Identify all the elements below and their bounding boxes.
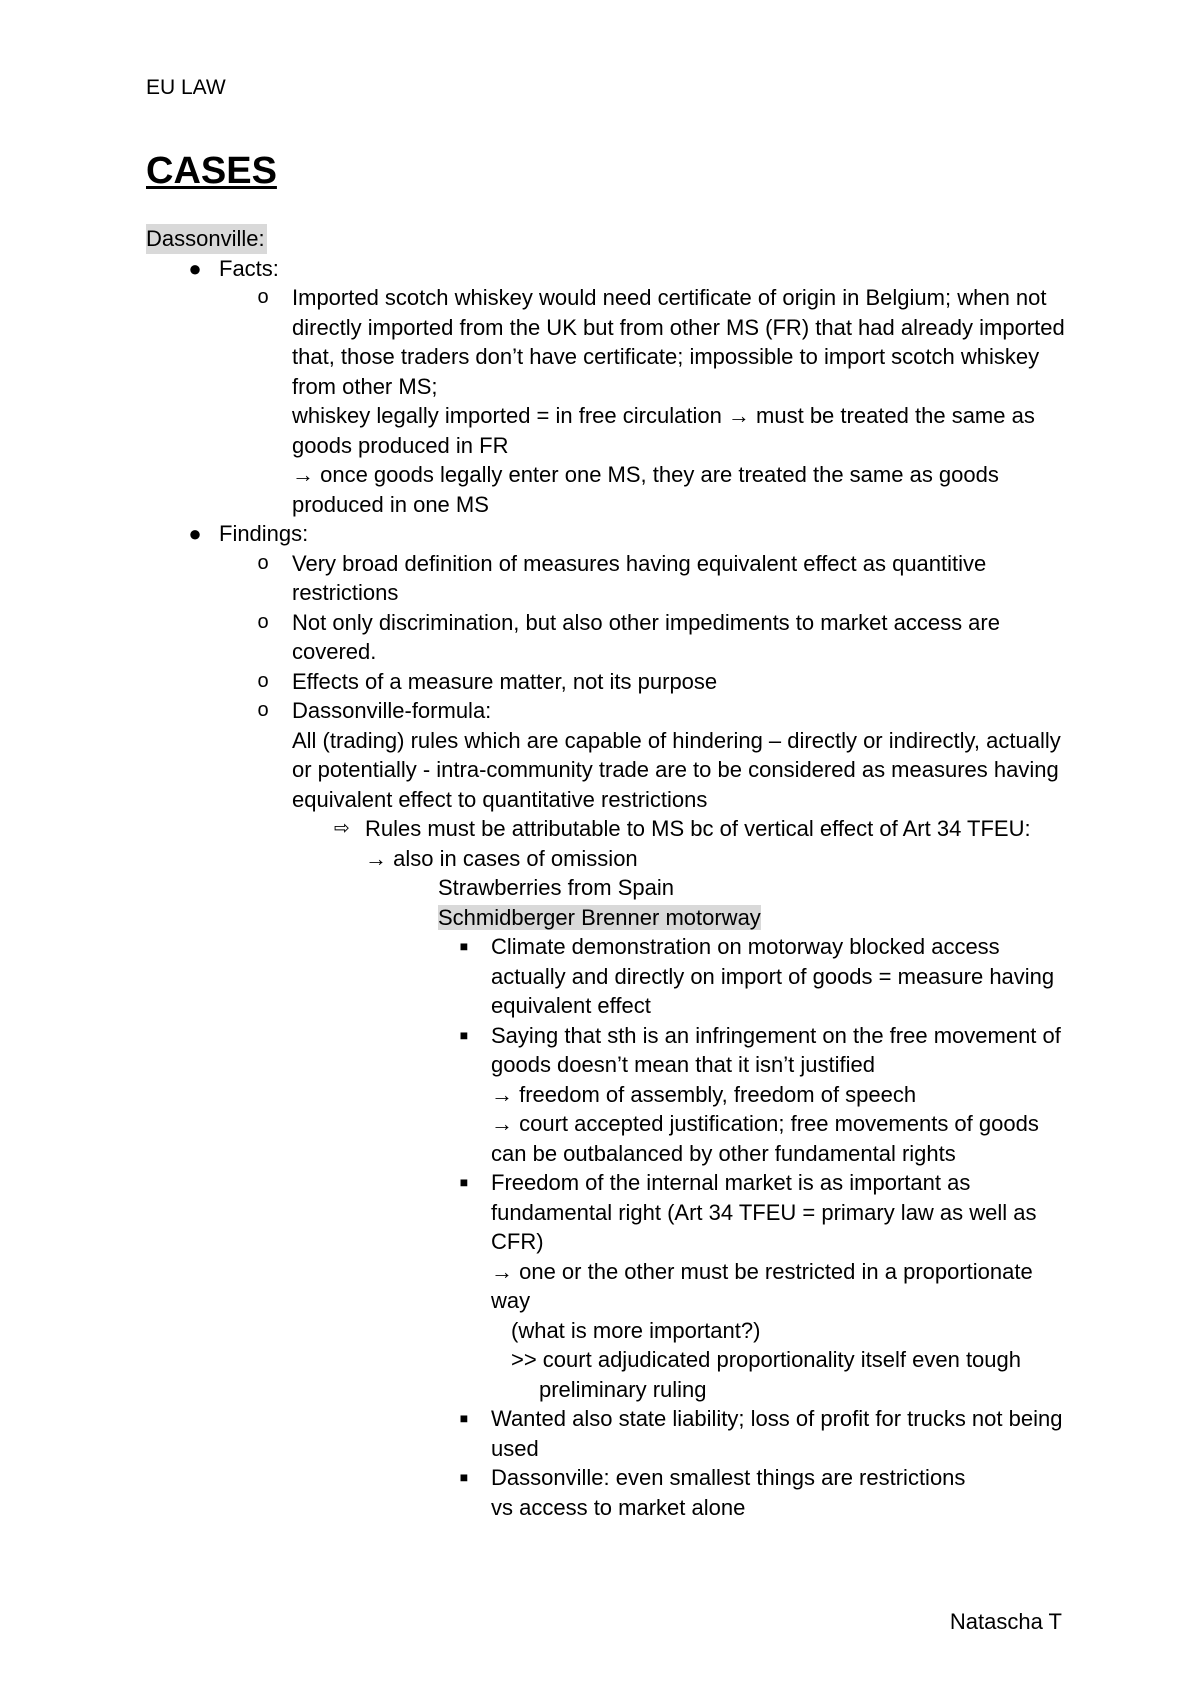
point-text: Freedom of the internal market is as important as fundamental right (Art 34 TFEU = primary law as well as CFR) (491, 1170, 1037, 1254)
outline-arrow-icon: ⇨ (334, 818, 350, 839)
list-item (219, 608, 1076, 667)
list-item (438, 1168, 1076, 1404)
page-header: EU LAW (146, 76, 226, 99)
list-item (438, 1404, 1076, 1463)
findings-list (219, 549, 1076, 1523)
finding-text: Very broad definition of measures having equivalent effect as quantitive restrictions (292, 550, 987, 605)
page-footer-author: Natascha T (949, 1609, 1062, 1634)
point-text: Dassonville: even smallest things are restrictions (491, 1465, 966, 1490)
point-subtext: (what is more important?) (511, 1317, 761, 1343)
point-text: vs access to market alone (491, 1494, 746, 1520)
bullet-icon: ● (188, 255, 202, 281)
square-bullet-icon: ■ (459, 1026, 469, 1043)
list-item (219, 667, 1076, 697)
facts-label: Facts: (219, 255, 279, 281)
square-bullet-icon: ■ (459, 1174, 469, 1190)
point-text: Saying that sth is an infringement on the free movement of goods doesn’t mean that it isn’t justified (491, 1022, 1061, 1077)
case-sections (146, 254, 1076, 1523)
square-bullet-icon: ■ (459, 938, 469, 954)
facts-list (219, 283, 1076, 519)
circle-bullet-icon: o (257, 610, 269, 633)
point-subtext: preliminary ruling (539, 1376, 707, 1402)
list-item (219, 283, 1076, 519)
list-item (219, 549, 1076, 608)
formula-label: Dassonville-formula: (292, 698, 492, 723)
finding-text: Effects of a measure matter, not its purpose (292, 668, 718, 694)
formula-sublist (292, 814, 1076, 1522)
facts-text: whiskey legally imported = in free circulation → must be treated the same as goods produced in FR (292, 403, 1035, 458)
findings-label: Findings: (219, 521, 309, 546)
facts-text: Imported scotch whiskey would need certificate of origin in Belgium; when not directly imported from the UK but from other MS (FR) that had already imported that, those traders don’t have certificate; impossible to import scotch whiskey from other MS; (292, 285, 1065, 399)
list-item (438, 1021, 1076, 1169)
list-item (219, 696, 1076, 1522)
page-title: CASES (146, 150, 277, 192)
case-strawberries: Strawberries from Spain (438, 875, 674, 900)
document-body (146, 224, 1076, 1522)
formula-text: All (trading) rules which are capable of hindering – directly or indirectly, actually or potentially - intra-community trade are to be considered as measures having equivalent effect to quantitative restrictions (292, 727, 1061, 812)
findings-section (146, 519, 1076, 1522)
circle-bullet-icon: o (257, 699, 269, 721)
point-text: → freedom of assembly, freedom of speech (491, 1081, 917, 1107)
circle-bullet-icon: o (257, 669, 269, 692)
list-item (438, 932, 1076, 1021)
square-bullet-icon: ■ (459, 1469, 469, 1485)
point-subtext: >> court adjudicated proportionality itself even tough (511, 1347, 1021, 1372)
attributable-text: Rules must be attributable to MS bc of vertical effect of Art 34 TFEU: (365, 816, 1031, 841)
point-text: → court accepted justification; free movements of goods can be outbalanced by other fundamental rights (491, 1111, 1039, 1166)
circle-bullet-icon: o (257, 286, 269, 308)
case-title-dassonville: Dassonville: (146, 224, 267, 254)
facts-section (146, 254, 1076, 520)
schmidberger-points (365, 932, 1076, 1522)
facts-text: → once goods legally enter one MS, they are treated the same as goods produced in one MS (292, 462, 999, 517)
finding-text: Not only discrimination, but also other impediments to market access are covered. (292, 609, 1000, 664)
point-text: Climate demonstration on motorway blocked access actually and directly on import of goods = measure having equivalent effect (491, 934, 1055, 1018)
case-schmidberger: Schmidberger Brenner motorway (438, 904, 761, 930)
point-text: Wanted also state liability; loss of profit for trucks not being used (491, 1406, 1063, 1461)
circle-bullet-icon: o (257, 551, 269, 574)
bullet-icon: ● (188, 521, 202, 546)
omission-text: → also in cases of omission (365, 845, 638, 871)
list-item (438, 1463, 1076, 1522)
point-text: → one or the other must be restricted in a proportionate way (491, 1258, 1033, 1313)
list-item (292, 814, 1076, 1522)
square-bullet-icon: ■ (459, 1410, 469, 1426)
